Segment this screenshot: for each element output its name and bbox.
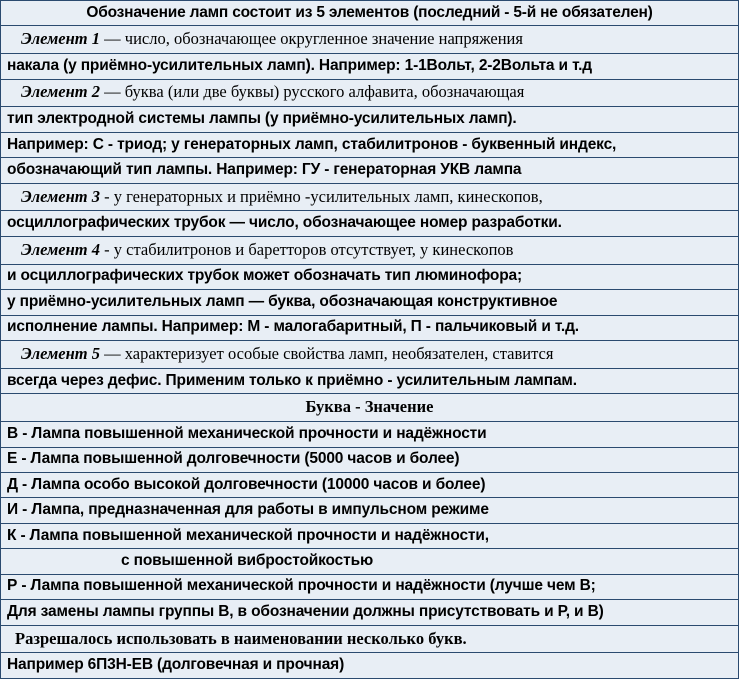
table-row	[1, 211, 738, 236]
table-row	[1, 26, 738, 54]
table-row	[1, 422, 738, 447]
table-row	[1, 600, 738, 625]
element-4-text-cont-1: и осциллографических трубок может обозначать тип люминофора;	[1, 264, 738, 289]
table-row	[1, 264, 738, 289]
table-row	[1, 183, 738, 211]
table-row	[1, 447, 738, 472]
element-5-label: Элемент 5	[21, 343, 101, 363]
letter-entry-k-cont: с повышенной вибростойкостью	[1, 549, 738, 574]
element-1-label: Элемент 1	[21, 29, 101, 49]
element-4-text-cont-3: исполнение лампы. Например: М - малогабаритный, П - пальчиковый и т.д.	[1, 315, 738, 340]
element-4-text-cont-2: у приёмно-усилительных ламп — буква, обозначающая конструктивное	[1, 290, 738, 315]
element-1-text: — число, обозначающее округленное значение напряжения	[100, 29, 523, 49]
table-row	[1, 341, 738, 369]
element-3-text: - у генераторных и приёмно -усилительных ламп, кинескопов,	[100, 186, 543, 206]
table-row-title	[1, 1, 738, 26]
table-row	[1, 523, 738, 548]
element-5-text: — характеризует особые свойства ламп, необязателен, ставится	[100, 343, 554, 363]
letter-entry-e: Е - Лампа повышенной долговечности (5000 часов и более)	[1, 447, 738, 472]
table-row	[1, 236, 738, 264]
table-row	[1, 549, 738, 574]
element-2-label: Элемент 2	[21, 82, 101, 102]
letters-header: Буква - Значение	[1, 394, 738, 422]
element-3-text-cont: осциллографических трубок — число, обозначающее номер разработки.	[1, 211, 738, 236]
letter-entry-d: Д - Лампа особо высокой долговечности (10000 часов и более)	[1, 472, 738, 497]
table-row	[1, 498, 738, 523]
element-1-text-cont: накала (у приёмно-усилительных ламп). Например: 1-1Вольт, 2-2Вольта и т.д	[1, 54, 738, 79]
table-row	[1, 290, 738, 315]
lamp-designation-table	[1, 1, 738, 678]
element-3-label: Элемент 3	[21, 186, 101, 206]
table-row	[1, 472, 738, 497]
element-4-label: Элемент 4	[21, 239, 101, 259]
table-row	[1, 107, 738, 132]
table-row	[1, 368, 738, 393]
letter-entry-r-cont: Для замены лампы группы В, в обозначении должны присутствовать и Р, и В)	[1, 600, 738, 625]
table-row	[1, 625, 738, 653]
element-4-text: - у стабилитронов и баретторов отсутствует, у кинескопов	[100, 239, 514, 259]
table-row	[1, 54, 738, 79]
table-row	[1, 574, 738, 599]
element-2-text-cont-1: тип электродной системы лампы (у приёмно-усилительных ламп).	[1, 107, 738, 132]
footer-example: Например 6П3Н-ЕВ (долговечная и прочная)	[1, 653, 738, 678]
letter-entry-v: В - Лампа повышенной механической прочности и надёжности	[1, 422, 738, 447]
document-title: Обозначение ламп состоит из 5 элементов (последний - 5-й не обязателен)	[1, 1, 738, 26]
table-row	[1, 132, 738, 157]
footer-note: Разрешалось использовать в наименовании несколько букв.	[1, 625, 738, 653]
table-row	[1, 315, 738, 340]
table-row	[1, 158, 738, 183]
letter-entry-i: И - Лампа, предназначенная для работы в импульсном режиме	[1, 498, 738, 523]
table-row-letters-header	[1, 394, 738, 422]
element-2-text: — буква (или две буквы) русского алфавита, обозначающая	[100, 82, 525, 102]
element-2-text-cont-3: обозначающий тип лампы. Например: ГУ - генераторная УКВ лампа	[1, 158, 738, 183]
table-row	[1, 653, 738, 678]
element-2-text-cont-2: Например: С - триод; у генераторных ламп, стабилитронов - буквенный индекс,	[1, 132, 738, 157]
table-row	[1, 79, 738, 107]
letter-entry-k: К - Лампа повышенной механической прочности и надёжности,	[1, 523, 738, 548]
letter-entry-r: Р - Лампа повышенной механической прочности и надёжности (лучше чем В;	[1, 574, 738, 599]
element-5-text-cont: всегда через дефис. Применим только к приёмно - усилительным лампам.	[1, 368, 738, 393]
